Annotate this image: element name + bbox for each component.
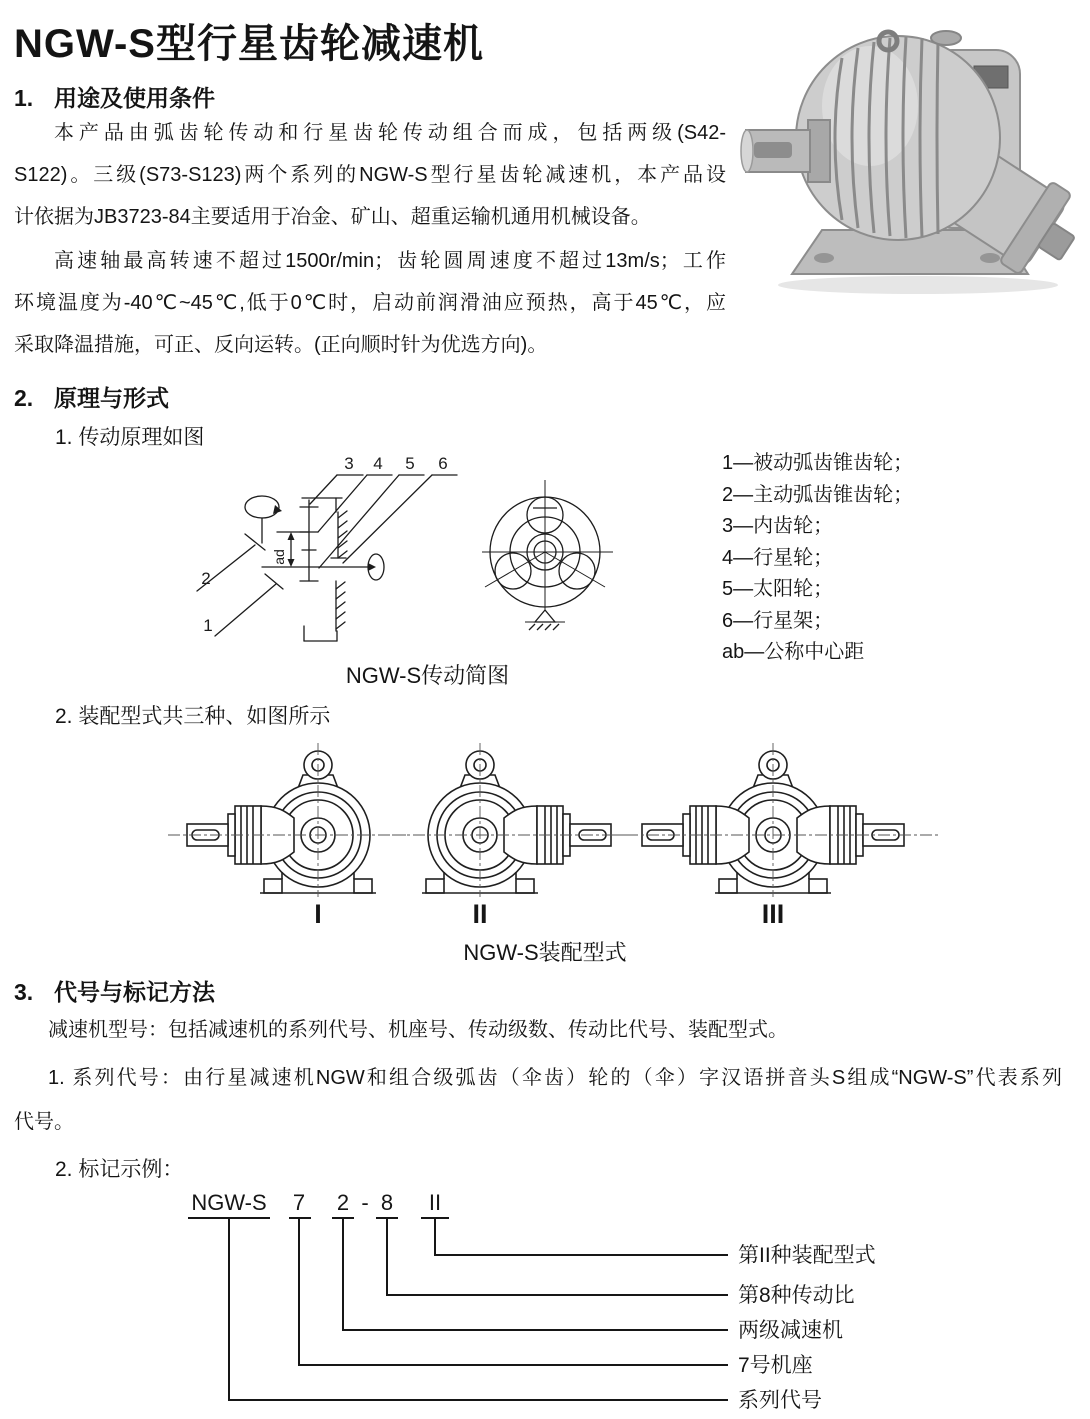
part-label-1: 1	[203, 616, 213, 635]
section-2-title: 原理与形式	[54, 385, 169, 411]
assembly-figure-labels	[314, 899, 784, 929]
part-label-6: 6	[438, 454, 448, 473]
schematic-part-numbers	[201, 454, 447, 635]
section-3-heading	[14, 978, 215, 1006]
marking-callout: 7号机座	[738, 1354, 813, 1377]
marking-callout-lines	[188, 1218, 728, 1400]
assembly-figure-1	[168, 743, 406, 897]
paragraph-line: S122)。三级(S73-S123)两个系列的NGW-S型行星齿轮减速机，本产品设	[14, 164, 726, 186]
legend-item: 5—太阳轮；	[722, 578, 834, 600]
section-3-intro: 减速机型号：包括减速机的系列代号、机座号、传动级数、传动比代号、装配型式。	[48, 1019, 788, 1041]
marking-callout: 两级减速机	[738, 1319, 843, 1342]
section-2-heading	[14, 384, 169, 412]
part-label-2: 2	[201, 569, 211, 588]
part-label-4: 4	[373, 454, 383, 473]
marking-callout-labels	[738, 1244, 876, 1412]
marking-code	[191, 1190, 441, 1215]
section-1-number: 1.	[14, 85, 34, 111]
assembly-figure-3	[605, 743, 940, 897]
section-3-item-1-line-2: 代号。	[14, 1111, 74, 1133]
paragraph-2	[14, 240, 726, 366]
legend-item: 2—主动弧齿锥齿轮；	[722, 483, 914, 506]
legend-item: 1—被动弧齿锥齿轮；	[722, 452, 914, 474]
section-2-number: 2.	[14, 385, 34, 411]
center-distance-label: ad	[271, 549, 287, 565]
marking-callout: 第8种传动比	[738, 1284, 855, 1307]
paragraph-line: 计依据为JB3723-84主要适用于冶金、矿山、超重运输机通用机械设备。	[14, 206, 651, 228]
schematic-caption: NGW-S传动简图	[345, 663, 510, 688]
marking-callout: 系列代号	[738, 1389, 822, 1412]
legend-item: ab—公称中心距	[722, 641, 865, 663]
paragraph-1	[14, 112, 726, 238]
part-label-3: 3	[344, 454, 354, 473]
paragraph-line: 高速轴最高转速不超过1500r/min；齿轮圆周速度不超过13m/s；工作	[54, 250, 726, 272]
marking-code-assembly: II	[428, 1190, 442, 1215]
paragraph-line: 环境温度为-40℃~45℃,低于0℃时，启动前润滑油应预热，高于45℃，应	[14, 292, 726, 314]
section-3-item-2: 2. 标记示例：	[55, 1158, 184, 1181]
section-3-item-1-line-1: 1. 系列代号：由行星减速机NGW和组合级弧齿（伞齿）轮的（伞）字汉语拼音头S组成“NGW-S”代表系列	[48, 1067, 1062, 1089]
section-1-title: 用途及使用条件	[54, 85, 215, 111]
product-photo	[738, 8, 1090, 300]
marking-code-stages: 2	[336, 1190, 350, 1215]
section-2-item-1: 1. 传动原理如图	[55, 426, 205, 449]
part-label-5: 5	[405, 454, 415, 473]
paragraph-line: 本产品由弧齿轮传动和行星齿轮传动组合而成，包括两级(S42-	[54, 122, 726, 144]
marking-code-ratio: 8	[380, 1190, 394, 1215]
assembly-type-figures	[150, 743, 940, 933]
assembly-label-1: I	[314, 899, 322, 929]
assembly-label-3: III	[761, 899, 785, 929]
transmission-schematic	[185, 450, 670, 655]
assembly-caption: NGW-S装配型式	[463, 940, 627, 965]
paragraph-line: 采取降温措施，可正、反向运转。(正向顺时针为优选方向)。	[14, 334, 548, 356]
legend-item: 6—行星架；	[722, 609, 834, 632]
marking-code-frame: 7	[292, 1190, 306, 1215]
marking-callout: 第II种装配型式	[738, 1244, 876, 1267]
legend-item: 3—内齿轮；	[722, 515, 834, 537]
schematic-lines	[197, 475, 457, 641]
marking-code-series: NGW-S	[191, 1190, 267, 1215]
page-title: NGW-S型行星齿轮减速机	[14, 22, 484, 66]
planetary-end-view	[482, 480, 613, 630]
section-3-number: 3.	[14, 979, 34, 1005]
section-3-title: 代号与标记方法	[54, 979, 215, 1005]
assembly-figure-2	[392, 743, 630, 897]
marking-code-dash: -	[361, 1190, 369, 1215]
assembly-label-2: II	[472, 899, 488, 929]
schematic-legend	[722, 448, 1082, 669]
section-2-item-2: 2. 装配型式共三种、如图所示	[55, 705, 331, 728]
marking-example-diagram	[150, 1190, 1090, 1419]
legend-item: 4—行星轮；	[722, 546, 834, 569]
section-1-heading	[14, 84, 215, 112]
